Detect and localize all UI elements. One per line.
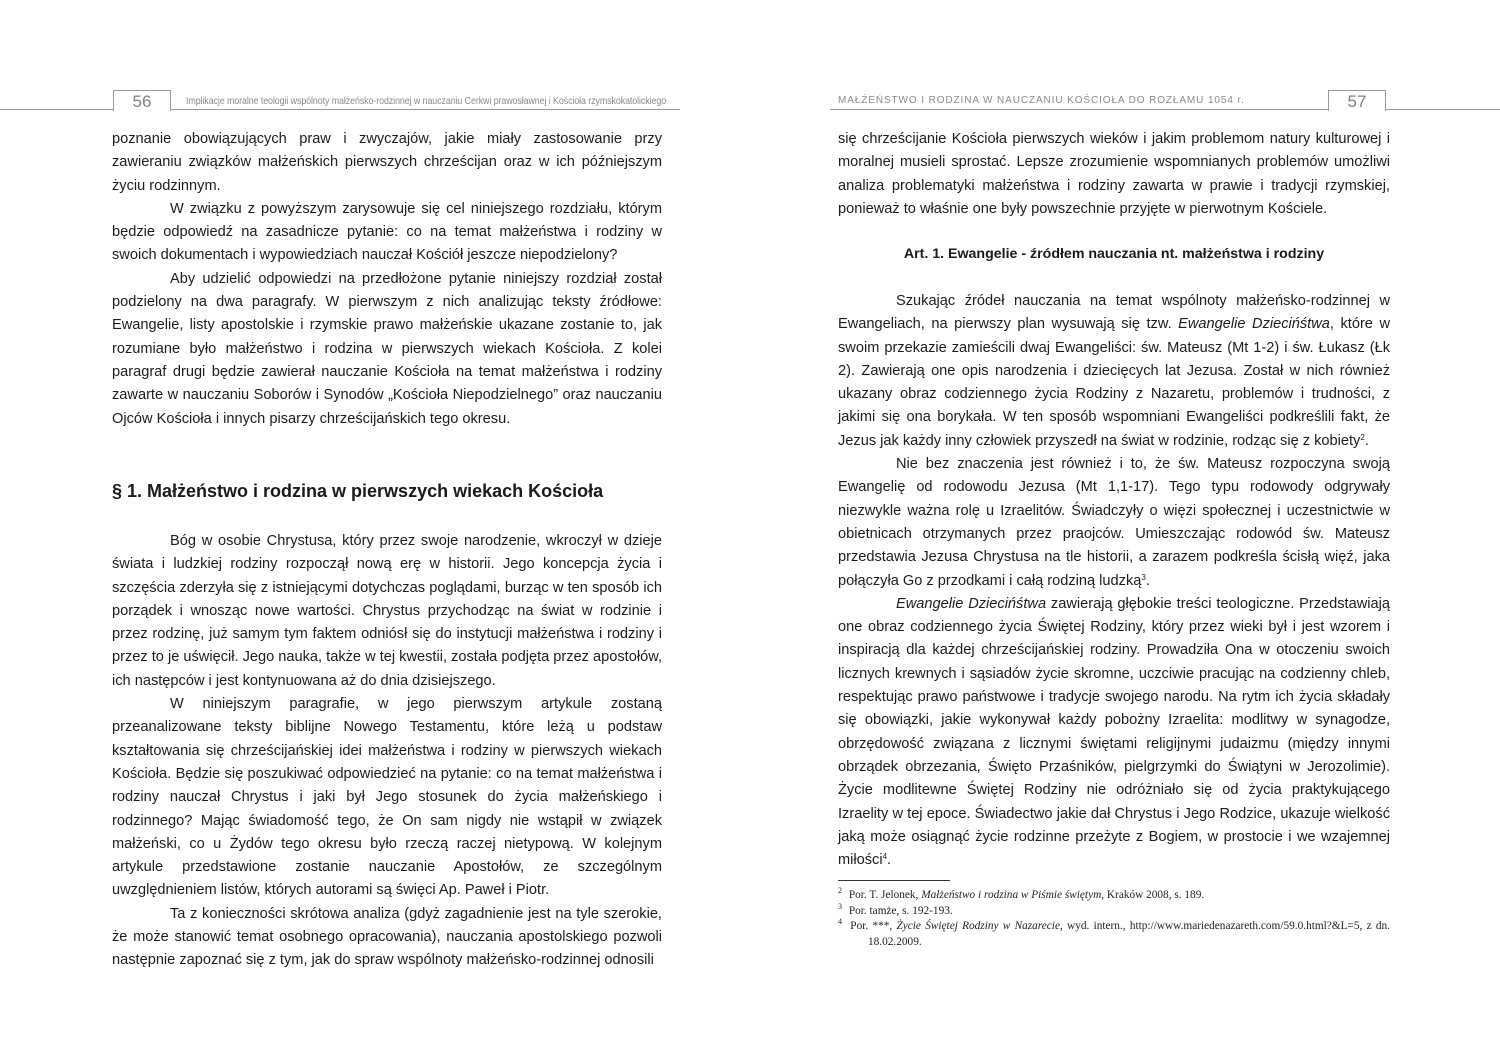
- section-heading: § 1. Małżeństwo i rodzina w pierwszych wiekach Kościoła: [112, 481, 604, 501]
- paragraph: Szukając źródeł nauczania na temat wspólnoty małżeńsko-rodzinnej w Ewangeliach, na pierwszy plan wysuwają się tzw. Ewangelie Dziecińśtwa, które w swoim przekazie zamieścili dwaj Ewangeliści: św. Mateusz (Mt 1-2) i św. Łukasz (Łk 2). Zawierają one opis narodzenia i dziecięcych lat Jezusa. Został w nich również ukazany obraz codziennego życia Rodziny z Nazaretu, problemów i trudności, z jakimi się ona borykała. W ten sposób wspomniani Ewangeliści podkreślili fakt, że Jezus jak każdy inny człowiek przyszedł na świat w rodzinie, rodząc się z kobiety$^2$.: [838, 293, 1390, 449]
- paragraph: Ta z konieczności skrótowa analiza (gdyż zagadnienie jest na tyle szerokie, że może stanowić temat osobnego opracowania), nauczania apostolskiego pozwoli następnie zapoznać się z tym, jak do spraw wspólnoty małżeńsko-rodzinnej odnosili: [112, 905, 662, 969]
- italic-title: Ewangelie Dziecińśtwa: [896, 595, 1047, 612]
- right-page: [750, 0, 1500, 1060]
- footnote-ref[interactable]: 4: [882, 852, 888, 862]
- header-rule: [830, 109, 1500, 110]
- body-text-bottom: [112, 530, 662, 973]
- body-text-top: [112, 128, 662, 431]
- paragraph: Aby udzielić odpowiedzi na przedłożone pytanie niniejszy rozdział został podzielony na dwa paragrafy. W pierwszym z nich analizując teksty źródłowe: Ewangelie, listy apostolskie i rzymskie prawo małżeńskie ukazane zostanie to, jak rozumiane było małżeństwo i rodzina w pierwszych wiekach Kościoła. Z kolei paragraf drugi będzie zawierał nauczanie Kościoła na temat małżeństwa i rodziny zawarte w nauczaniu Soborów i Synodów „Kościoła Niepodzielnego” oraz nauczaniu Ojców Kościoła i innych pisarzy chrześcijańskich tego okresu.: [112, 270, 662, 427]
- footnote-ref[interactable]: 2: [1360, 432, 1365, 442]
- footnote: $^4$ Por. ***, Życie Świętej Rodziny w Nazarecie, wyd. intern., http://www.mariedenazareth.com/59.0.html?&L=5, z dn. 18.02.2009.: [838, 917, 1390, 948]
- paragraph: się chrześcijanie Kościoła pierwszych wieków i jakim problemom natury kulturowej i moralnej musieli sprostać. Lepsze zrozumienie wspomnianych problemów umożliwi analiza problematyki małżeństwa i rodziny zawarta w prawie i tradycji rzymskiej, ponieważ to właśnie one były powszechnie przyjęte w pierwotnym Kościele.: [838, 131, 1390, 217]
- footnote-link-text: , wyd. intern., http://www.mariedenazareth.com/59.0.html?&L=5, z dn. 18.02.2009.: [868, 920, 1390, 948]
- running-header: MAŁŻEŃSTWO I RODZINA W NAUCZANIU KOŚCIOŁA DO ROZŁAMU 1054 r.: [838, 95, 1245, 106]
- footnote-ref[interactable]: 3: [1141, 572, 1146, 582]
- paragraph: Nie bez znaczenia jest również i to, że św. Mateusz rozpoczyna swoją Ewangelię od rodowodu Jezusa (Mt 1,1-17). Tego typu rodowody odgrywały niezwykle ważna rolę u Izraelitów. Świadczyły o więzi społecznej i uczestnictwie w obietnicach otrzymanych przez praojców. Umieszczając rodowód św. Mateusz przedstawia Jezusa Chrystusa na tle historii, a zarazem podkreśla ścisłą więź, jaka połączyła Go z przodkami i całą rodziną ludzką$^3$.: [838, 456, 1390, 589]
- page-number: 57: [1328, 90, 1386, 111]
- footnote-separator: [838, 880, 950, 881]
- article-heading: Art. 1. Ewangelie - źródłem nauczania nt. małżeństwa i rodziny: [903, 246, 1325, 262]
- paragraph: Bóg w osobie Chrystusa, który przez swoje narodzenie, wkroczył w dzieje świata i ludzkiej rodziny rozpoczął nową erę w historii. Jego koncepcja życia i szczęścia zderzyła się z istniejącymi dotychczas poglądami, burząc w ten sposób ich porządek i wnosząc nowe wartości. Chrystus przychodząc na świat w rodzinie i przez rodzinę, już samym tym faktem odniósł się do instytucji małżeństwa i rodziny i przez to je uświęcił. Jego nauka, także w tej kwestii, została podjęta przez apostołów, ich następców i jest kontynuowana aż do dnia dzisiejszego.: [112, 533, 662, 689]
- paragraph: poznanie obowiązujących praw i zwyczajów, jakie miały zastosowanie przy zawieraniu związków małżeńskich pierwszych chrześcijan oraz w ich późniejszym życiu rodzinnym.: [112, 131, 662, 194]
- footnote: $^3$ Por. tamże, s. 192-193.: [838, 901, 953, 917]
- page-number: 56: [113, 90, 171, 111]
- paragraph: Ewangelie Dziecińśtwa zawierają głębokie treści teologiczne. Przedstawiają one obraz codziennego życia Świętej Rodziny, który przez wieki był i jest wzorem i inspiracją dla każdej chrześcijańskiej rodziny. Prowadziła Ona w otoczeniu swoich licznych krewnych i sąsiadów życie skromne, uczciwie pracując na codzienny chleb, respektując prawo państwowe i tradycje swojego narodu. Na rytm ich życia składały się obowiązki, jakie wykonywał każdy pobożny Izraelita: modlitwy w synagodze, obrzędowość związana z licznymi świętami religijnymi judaizmu (między innymi obrządek obrzezania, Święto Przaśników, pielgrzymki do Świątyni w Jerozolimie). Życie modlitewne Świętej Rodziny nie odróżniało się od życia praktykującego Izraelity w tej epoce. Świadectwo jakie dał Chrystus i Jego Rodzice, ukazuje wielkość jaką może osiągnąć życie rodzinne przeżyte z Bogiem, w prostocie i we wzajemnej miłości$^4$.: [838, 595, 1390, 869]
- body-text-main: [838, 290, 1390, 872]
- header-rule: [0, 109, 680, 110]
- footnotes: [838, 888, 1390, 950]
- footnote: $^2$ Por. T. Jelonek, Małżeństwo i rodzina w Piśmie świętym, Kraków 2008, s. 189.: [838, 886, 1205, 901]
- running-header: Implikacje moralne teologii wspólnoty małżeńsko-rodzinnej w nauczaniu Cerkwi prawosławnej i Kościoła rzymskokatolickiego: [186, 95, 667, 107]
- italic-title: Ewangelie Dziecińśtwa: [1178, 316, 1330, 333]
- paragraph: W związku z powyższym zarysowuje się cel niniejszego rozdziału, którym będzie odpowiedź na zasadnicze pytanie: co na temat małżeństwa i rodziny w swoich dokumentach i wypowiedziach nauczał Kościół jeszcze niepodzielony?: [112, 200, 662, 264]
- body-text-top: [838, 128, 1390, 221]
- paragraph: W niniejszym paragrafie, w jego pierwszym artykule zostaną przeanalizowane teksty biblijne Nowego Testamentu, które leżą u podstaw kształtowania się chrześcijańskiej idei małżeństwa i rodziny w pierwszych wiekach Kościoła. Będzie się poszukiwać odpowiedzieć na pytanie: co na temat małżeństwa i rodziny nauczał Chrystus i jaki był Jego stosunek do życia małżeńskiego i rodzinnego? Mając świadomość tego, że On sam nigdy nie wstąpił w związek małżeński, co u Żydów tego okresu było rzeczą raczej nietypową. W kolejnym artykule przedstawione zostanie nauczanie Apostołów, ze szczególnym uwzględnieniem listów, których autorami są święci Ap. Paweł i Piotr.: [112, 696, 662, 899]
